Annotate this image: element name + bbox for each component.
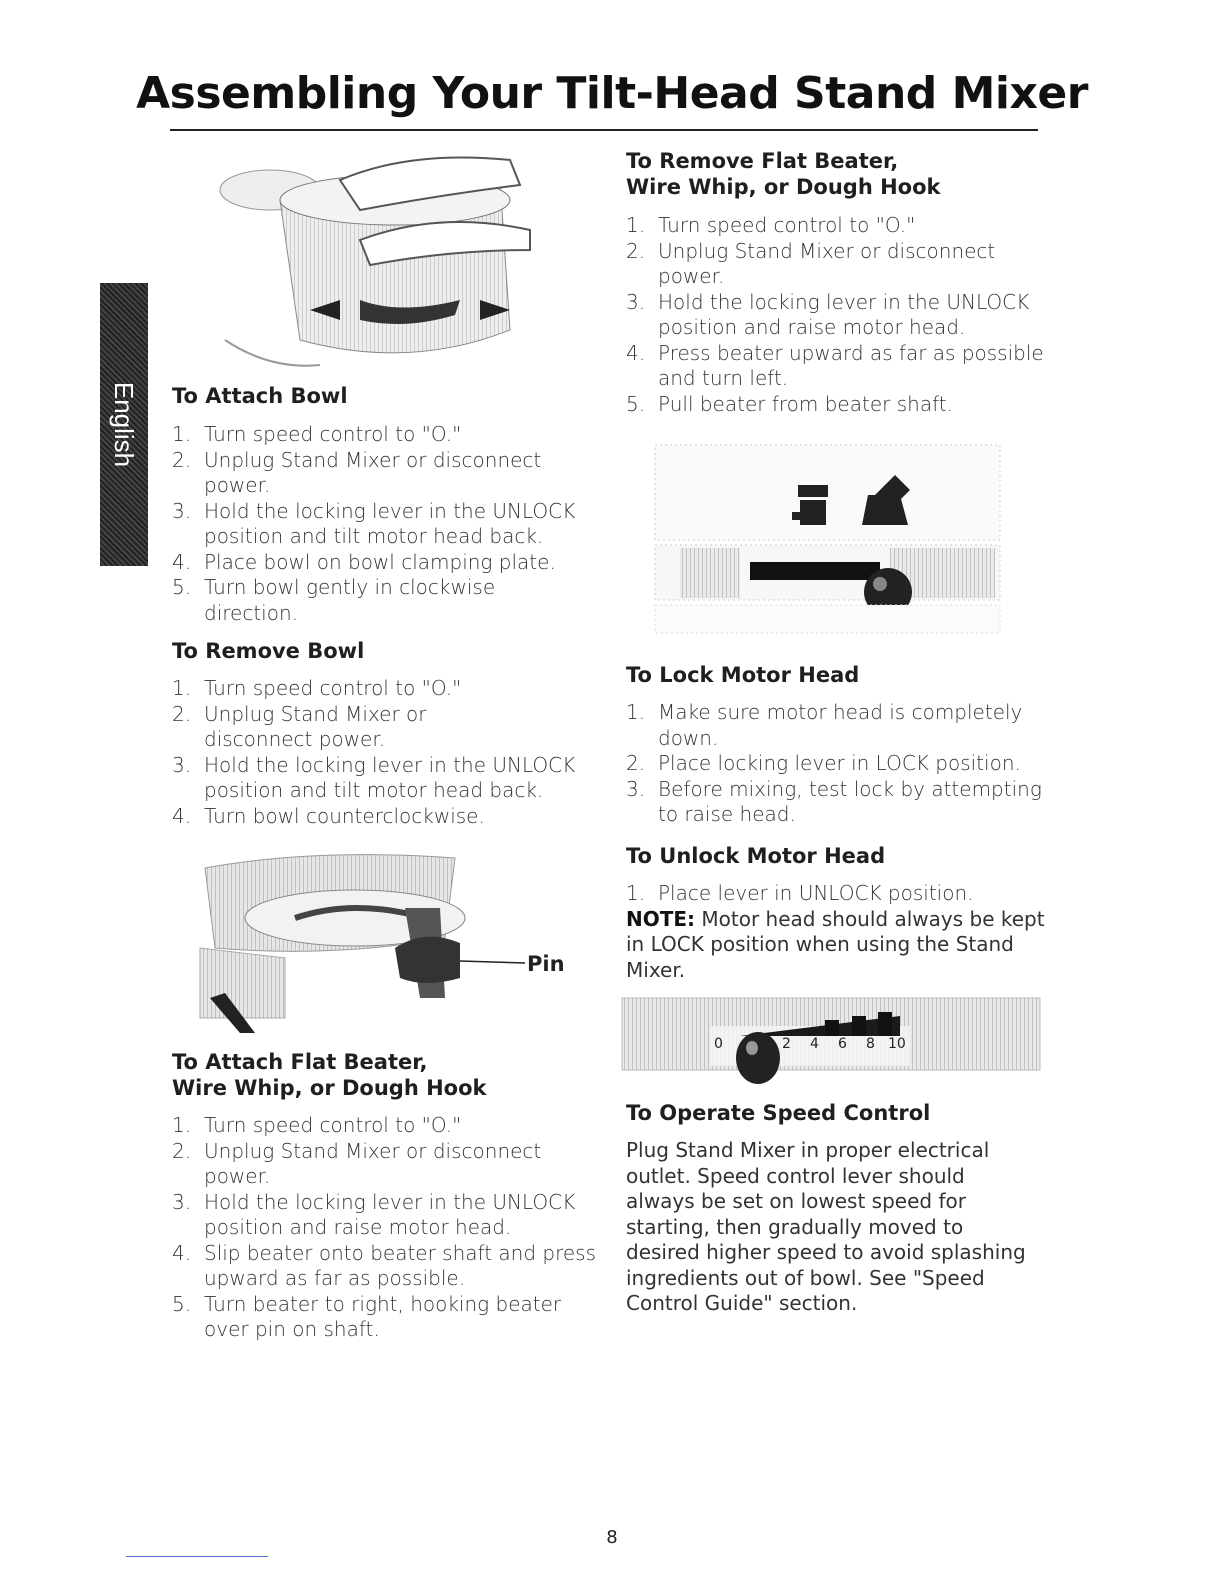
list-item: 5. Pull beater from beater shaft. (626, 391, 953, 416)
list-item: 5. Turn beater to right, hooking beater over pin on shaft. (172, 1291, 562, 1341)
list-item: 1. Turn speed control to "O." (626, 213, 916, 237)
list-item: 4. Turn bowl counterclockwise. (172, 803, 485, 828)
lock-head-heading: To Lock Motor Head (626, 663, 860, 687)
beater-shaft-pin-icon (195, 848, 595, 1033)
page-title: Assembling Your Tilt-Head Stand Mixer (136, 68, 1088, 119)
speed-dial-illustration (620, 996, 1042, 1086)
list-item: 3. Hold the locking lever in the UNLOCK position and raise motor head. (172, 1189, 576, 1239)
remove-beater-steps (626, 213, 1046, 417)
lock-lever-illustration (650, 440, 1005, 640)
speed-control-lever-icon (620, 996, 1042, 1086)
attach-bowl-steps (172, 422, 592, 626)
note-text: Motor head should always be kept in LOCK position when using the Stand Mixer. (626, 906, 1045, 982)
lock-head-steps (626, 700, 1046, 828)
list-item: 4. Place bowl on bowl clamping plate. (172, 549, 556, 574)
language-tab (100, 283, 148, 566)
list-item: 3. Before mixing, test lock by attempting to raise head. (626, 776, 1042, 826)
unlock-note (626, 907, 1046, 984)
list-item: 1. Turn speed control to "O." (172, 1113, 462, 1137)
list-item: 3. Hold the locking lever in the UNLOCK position and tilt motor head back. (172, 498, 576, 548)
list-item: 1. Turn speed control to "O." (172, 422, 462, 446)
speed-mark-10: 10 (888, 1036, 906, 1052)
list-item: 1. Make sure motor head is completely down. (626, 700, 1023, 750)
pin-callout-label: Pin (527, 952, 565, 976)
remove-bowl-heading: To Remove Bowl (172, 639, 365, 663)
list-item: 4. Press beater upward as far as possible and turn left. (626, 340, 1044, 390)
speed-mark-8: 8 (866, 1036, 875, 1052)
mixer-bowl-hands-icon (210, 140, 550, 375)
list-item: 1. Turn speed control to "O." (172, 676, 462, 700)
remove-beater-heading-line-2: Wire Whip, or Dough Hook (626, 175, 941, 199)
list-item: 5. Turn bowl gently in clockwise direction. (172, 575, 496, 625)
list-item: 3. Hold the locking lever in the UNLOCK position and raise motor head. (626, 289, 1030, 339)
speed-control-text: Plug Stand Mixer in proper electrical outlet. Speed control lever should always be set on lowest speed for starting, then gradually moved to desired higher speed to avoid splashing ingredients out of bowl. See "Speed Control Guide" section. (626, 1138, 1026, 1315)
speed-mark-2: 2 (782, 1036, 791, 1052)
speed-mark-0: 0 (714, 1036, 723, 1052)
list-item: 2. Place locking lever in LOCK position. (626, 751, 1021, 775)
page-number: 8 (606, 1527, 618, 1548)
list-item: 1. Place lever in UNLOCK position. (626, 881, 974, 905)
list-item: 2. Unplug Stand Mixer or disconnect power. (172, 701, 427, 751)
footnote-rule (126, 1556, 268, 1557)
attach-bowl-heading: To Attach Bowl (172, 384, 348, 408)
attach-bowl-illustration (210, 140, 550, 375)
locking-lever-icon (650, 440, 1005, 640)
note-label: NOTE: (626, 906, 696, 931)
remove-bowl-steps (172, 676, 592, 829)
list-item: 2. Unplug Stand Mixer or disconnect power. (172, 447, 542, 497)
remove-beater-heading-line-1: To Remove Flat Beater, (626, 149, 899, 173)
list-item: 2. Unplug Stand Mixer or disconnect power. (172, 1138, 542, 1188)
speed-control-heading: To Operate Speed Control (626, 1101, 931, 1125)
speed-mark-4: 4 (810, 1036, 819, 1052)
speed-mark-6: 6 (838, 1036, 847, 1052)
unlock-head-heading: To Unlock Motor Head (626, 844, 886, 868)
attach-beater-heading-line-1: To Attach Flat Beater, (172, 1050, 428, 1074)
list-item: 3. Hold the locking lever in the UNLOCK position and tilt motor head back. (172, 752, 576, 802)
attach-beater-steps (172, 1113, 602, 1343)
unlock-head-steps (626, 881, 1046, 907)
language-tab-label: English (109, 381, 140, 468)
title-divider (170, 129, 1038, 131)
list-item: 4. Slip beater onto beater shaft and press upward as far as possible. (172, 1240, 597, 1290)
attach-beater-heading-line-2: Wire Whip, or Dough Hook (172, 1076, 487, 1100)
beater-pin-illustration (195, 848, 595, 1033)
list-item: 2. Unplug Stand Mixer or disconnect power. (626, 238, 996, 288)
